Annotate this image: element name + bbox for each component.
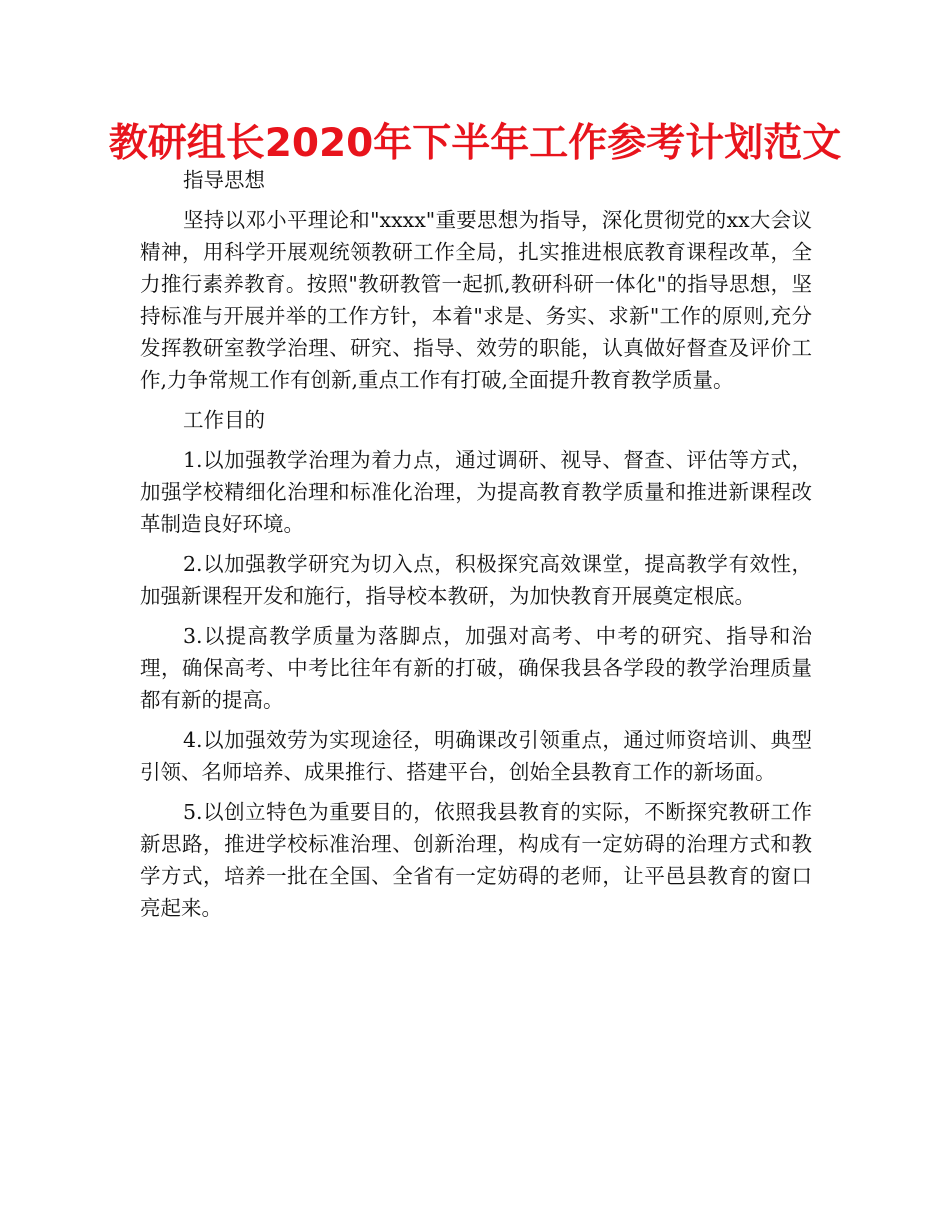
goal-item-1: 1.以加强教学治理为着力点，通过调研、视导、督查、评估等方式，加强学校精细化治理和标准化治理，为提高教育教学质量和推进新课程改革制造良好环境。 bbox=[140, 448, 812, 536]
paragraph-guiding-ideology: 坚持以邓小平理论和"xxxx"重要思想为指导，深化贯彻党的xx大会议精神，用科学开展观统领教研工作全局，扎实推进根底教育课程改革，全力推行素养教育。按照"教研教管一起抓,教研科研一体化"的指导思想，坚持标准与开展并举的工作方针，本着"求是、务实、求新"工作的原则,充分发挥教研室教学治理、研究、指导、效劳的职能，认真做好督查及评价工作,力争常规工作有创新,重点工作有打破,全面提升教育教学质量。 bbox=[140, 208, 812, 392]
section-heading-guiding-ideology: 指导思想 bbox=[183, 168, 265, 192]
document-body bbox=[140, 164, 812, 932]
goal-item-5: 5.以创立特色为重要目的，依照我县教育的实际，不断探究教研工作新思路，推进学校标准治理、创新治理，构成有一定妨碍的治理方式和教学方式，培养一批在全国、全省有一定妨碍的老师，让平邑县教育的窗口亮起来。 bbox=[140, 800, 812, 920]
goal-item-3: 3.以提高教学质量为落脚点，加强对高考、中考的研究、指导和治理，确保高考、中考比往年有新的打破，确保我县各学段的教学治理质量都有新的提高。 bbox=[140, 624, 812, 712]
goal-item-4: 4.以加强效劳为实现途径，明确课改引领重点，通过师资培训、典型引领、名师培养、成果推行、搭建平台，创始全县教育工作的新场面。 bbox=[140, 728, 812, 784]
section-heading-work-goals: 工作目的 bbox=[183, 408, 265, 432]
document-title: 教研组长2020年下半年工作参考计划范文 bbox=[108, 121, 842, 166]
goal-item-2: 2.以加强教学研究为切入点，积极探究高效课堂，提高教学有效性，加强新课程开发和施行，指导校本教研，为加快教育开展奠定根底。 bbox=[140, 552, 812, 608]
